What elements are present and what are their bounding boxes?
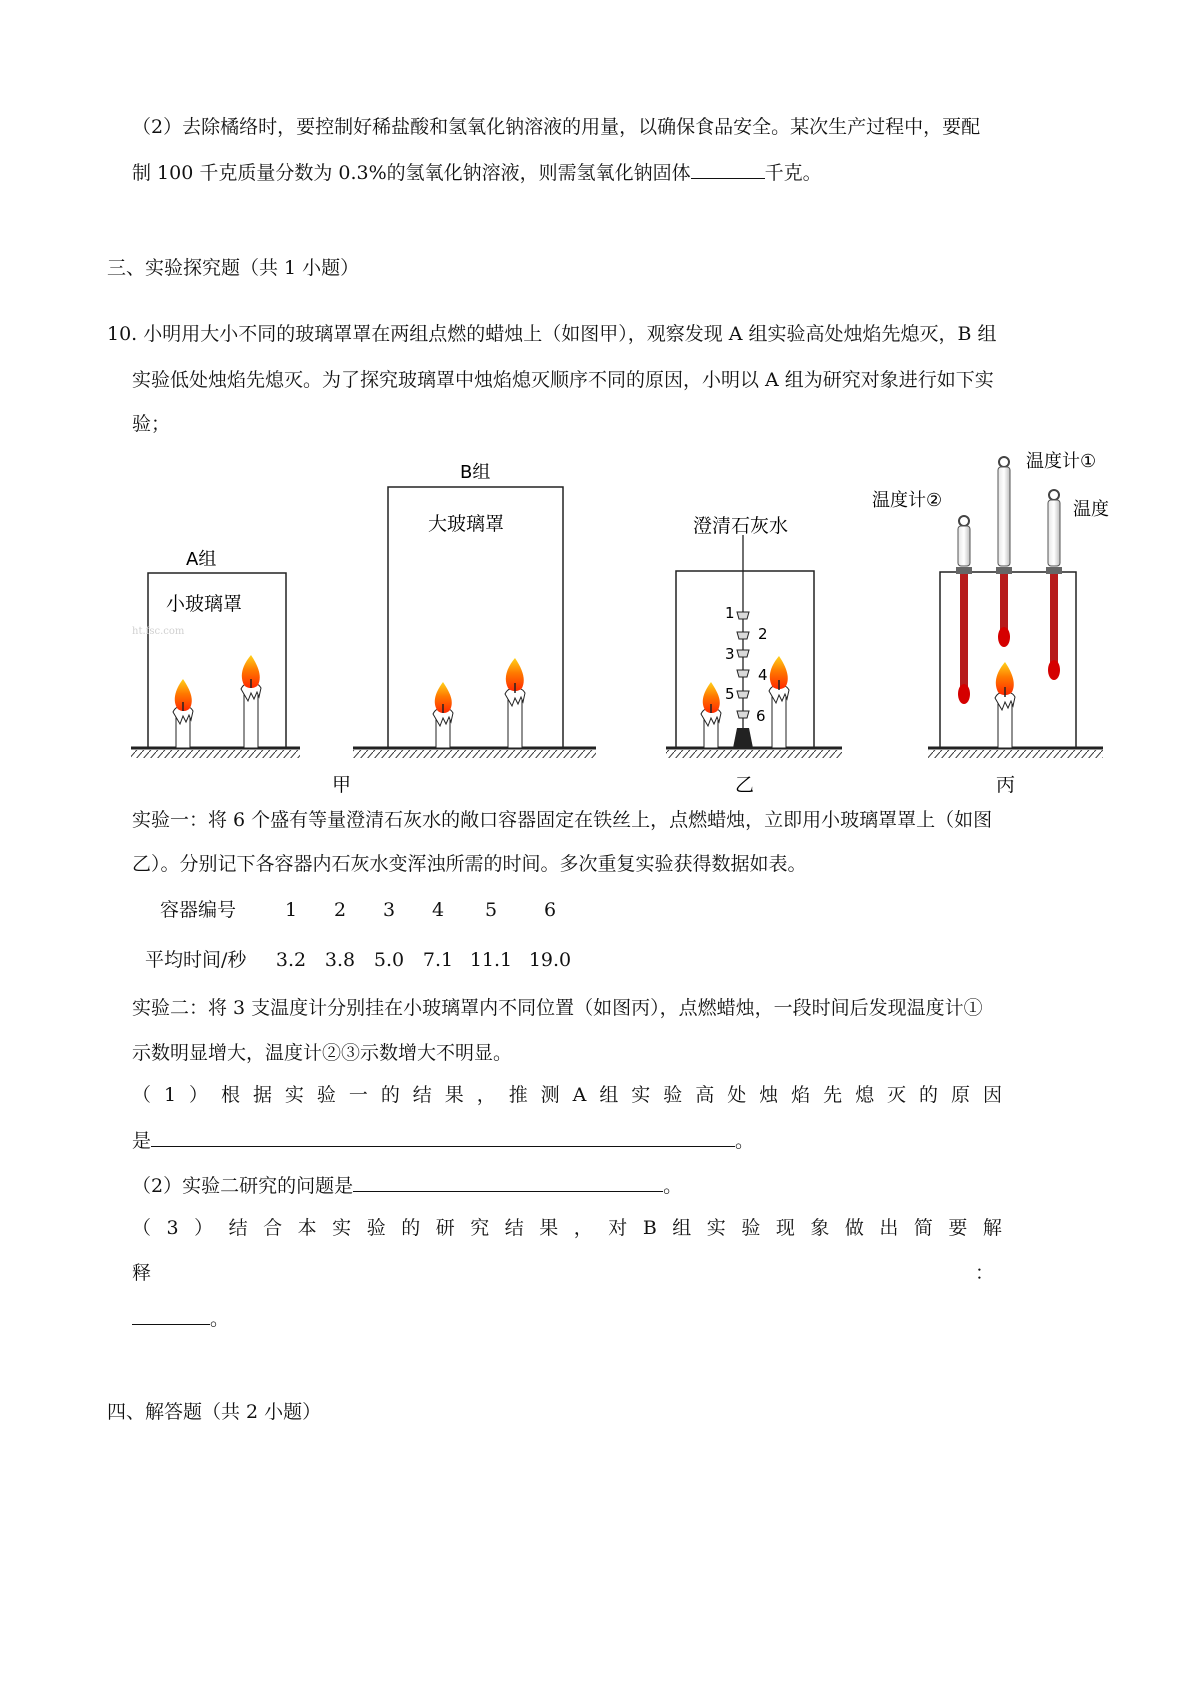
sub1-char: ） — [189, 1084, 209, 1106]
sub3-char: 简 — [913, 1217, 933, 1239]
label-a-group: A组 — [186, 549, 217, 570]
sub1-line2-post: 。 — [735, 1130, 755, 1152]
q10-line2: 实验低处烛焰先熄灭。为了探究玻璃罩中烛焰熄灭顺序不同的原因，小明以 A 组为研究对象进行如下实 — [132, 369, 994, 391]
answer-blank-sub1[interactable] — [151, 1126, 735, 1147]
sub1-char: 的 — [380, 1084, 400, 1106]
sub1-char: 结 — [412, 1084, 432, 1106]
exp1-line2: 乙）。分别记下各容器内石灰水变浑浊所需的时间。多次重复实验获得数据如表。 — [132, 853, 807, 875]
sub1-char: 焰 — [791, 1084, 811, 1106]
sub1-char: 实 — [284, 1084, 304, 1106]
q9-2-line2-post: 千克。 — [764, 162, 822, 184]
q10-line3: 验； — [132, 413, 171, 435]
sub3-line3 — [132, 1304, 229, 1333]
sub3-line1 — [132, 1214, 1002, 1242]
sub3-line3-post: 。 — [210, 1308, 230, 1330]
sub3-char: ， — [573, 1217, 593, 1239]
cup-label-6: 6 — [756, 707, 766, 725]
sub2-pre: （2）实验二研究的问题是 — [132, 1175, 354, 1197]
table-cell: 11.1 — [469, 949, 513, 971]
table-header-cell: 1 — [284, 899, 298, 921]
sub3-char: 本 — [297, 1217, 317, 1239]
sub3-char: 实 — [332, 1217, 352, 1239]
sub3-char: 解 — [982, 1217, 1002, 1239]
label-thermometer-1: 温度计① — [1026, 451, 1097, 472]
sub3-char: 实 — [706, 1217, 726, 1239]
experiment-diagram — [128, 440, 1200, 800]
sub3-char: （ — [132, 1217, 152, 1239]
label-limewater: 澄清石灰水 — [693, 515, 789, 537]
sub3-char: 研 — [435, 1217, 455, 1239]
sub1-char: 据 — [252, 1084, 272, 1106]
exp2-line2: 示数明显增大，温度计②③示数增大不明显。 — [132, 1042, 513, 1064]
section4-title: 四、解答题（共 2 小题） — [107, 1401, 322, 1423]
sub3-char: 验 — [366, 1217, 386, 1239]
table-cell: 19.0 — [528, 949, 572, 971]
table-cell: 7.1 — [422, 949, 454, 971]
answer-blank-naoh-mass[interactable] — [691, 158, 765, 179]
table-cell: 3.2 — [275, 949, 307, 971]
sub3-char: 3 — [166, 1217, 179, 1239]
q10-line1: 10. 小明用大小不同的玻璃罩罩在两组点燃的蜡烛上（如图甲），观察发现 A 组实验高处烛焰先熄灭，B 组 — [107, 323, 997, 345]
table-cell: 5.0 — [373, 949, 405, 971]
q9-2-line1: （2）去除橘络时，要控制好稀盐酸和氢氧化钠溶液的用量，以确保食品安全。某次生产过程中，要配 — [132, 116, 981, 138]
label-thermometer-2: 温度计② — [872, 490, 943, 511]
cup-label-4: 4 — [758, 666, 768, 684]
sub3-char: 现 — [775, 1217, 795, 1239]
sub3-char: 果 — [539, 1217, 559, 1239]
sub1-char: 灭 — [887, 1084, 907, 1106]
small-glass-cover-yi — [676, 571, 814, 748]
sub3-char: 合 — [263, 1217, 283, 1239]
sub3-line2 — [132, 1259, 994, 1287]
table-cell: 3.8 — [324, 949, 356, 971]
sub1-char: 高 — [695, 1084, 715, 1106]
experiment-figure — [128, 440, 1200, 800]
sub2-post: 。 — [663, 1175, 683, 1197]
exp2-line1: 实验二：将 3 支温度计分别挂在小玻璃罩内不同位置（如图丙），点燃蜡烛，一段时间后发现温度计① — [132, 997, 983, 1019]
cup-label-3: 3 — [725, 645, 735, 663]
sub3-char: B — [642, 1217, 657, 1239]
q9-2-line2 — [132, 158, 822, 187]
candle-low-a — [173, 679, 193, 748]
sub3-char: 组 — [672, 1217, 692, 1239]
sub1-char: 组 — [599, 1084, 619, 1106]
table-header-cell: 2 — [333, 899, 347, 921]
sub1-char: ， — [476, 1084, 496, 1106]
candle-high-a — [241, 655, 261, 748]
sub1-char: 根 — [220, 1084, 240, 1106]
sub1-char: 一 — [348, 1084, 368, 1106]
ground-hatch-b — [353, 750, 596, 758]
sub1-char: 实 — [631, 1084, 651, 1106]
stand-base — [733, 728, 753, 748]
sub1-char: 烛 — [759, 1084, 779, 1106]
cup-label-1: 1 — [725, 604, 735, 622]
label-bing: 丙 — [996, 774, 1016, 796]
thermometer-2 — [956, 516, 972, 704]
label-yi: 乙 — [735, 774, 755, 796]
sub1-char: 果 — [444, 1084, 464, 1106]
sub3-char: 的 — [401, 1217, 421, 1239]
sub1-char: 推 — [508, 1084, 528, 1106]
label-jia: 甲 — [332, 774, 352, 796]
cup-label-2: 2 — [758, 625, 768, 643]
q9-2-line2-pre: 制 100 千克质量分数为 0.3%的氢氧化钠溶液，则需氢氧化钠固体 — [132, 162, 691, 184]
sub1-char: 1 — [163, 1084, 177, 1106]
sub1-line2-pre: 是 — [132, 1130, 152, 1152]
setup-yi — [666, 535, 842, 758]
table-header-cell: 4 — [431, 899, 445, 921]
candle-high-b — [505, 658, 525, 748]
sub1-char: 先 — [823, 1084, 843, 1106]
thermometer-3 — [1046, 490, 1062, 680]
sub1-char: 熄 — [855, 1084, 875, 1106]
sub1-char: 处 — [727, 1084, 747, 1106]
candle-high-yi — [769, 656, 789, 748]
label-small-cover: 小玻璃罩 — [166, 593, 243, 615]
candle-bing — [995, 662, 1015, 748]
ground-hatch-a — [131, 750, 300, 758]
sub3-char: 做 — [844, 1217, 864, 1239]
sub3-char: 究 — [470, 1217, 490, 1239]
sub1-line2 — [132, 1126, 754, 1155]
label-big-cover: 大玻璃罩 — [428, 513, 505, 535]
label-b-group: B组 — [460, 462, 491, 483]
table-header-label: 容器编号 — [160, 899, 237, 921]
table-header-cell: 5 — [484, 899, 498, 921]
sub3-char: 出 — [879, 1217, 899, 1239]
ground-hatch-bing — [928, 750, 1103, 758]
sub3-char: 要 — [948, 1217, 968, 1239]
sub3-char: 结 — [504, 1217, 524, 1239]
sub3-char: 验 — [741, 1217, 761, 1239]
answer-blank-sub2[interactable] — [353, 1171, 663, 1192]
sub3-line2-right: ： — [974, 1262, 994, 1284]
sub1-char: 因 — [982, 1084, 1002, 1106]
sub3-char: 对 — [608, 1217, 628, 1239]
cup-label-5: 5 — [725, 685, 735, 703]
sub1-char: （ — [132, 1084, 152, 1106]
sub3-line2-left: 释 — [132, 1262, 152, 1284]
sub1-char: 测 — [540, 1084, 560, 1106]
sub1-char: 原 — [950, 1084, 970, 1106]
sub3-char: 象 — [810, 1217, 830, 1239]
table-header-cell: 6 — [543, 899, 557, 921]
candle-low-yi — [701, 682, 721, 748]
sub1-char: 验 — [663, 1084, 683, 1106]
sub3-char: ） — [194, 1217, 214, 1239]
candle-low-b — [433, 682, 453, 748]
ground-hatch-yi — [666, 750, 842, 758]
section3-title: 三、实验探究题（共 1 小题） — [107, 257, 360, 279]
answer-blank-sub3[interactable] — [132, 1304, 210, 1325]
sub1-line1 — [132, 1081, 1002, 1109]
watermark: ht.fsc.com — [132, 626, 185, 637]
table-header-cell: 3 — [382, 899, 396, 921]
sub2-line — [132, 1171, 682, 1200]
exp1-line1: 实验一：将 6 个盛有等量澄清石灰水的敞口容器固定在铁丝上，点燃蜡烛，立即用小玻璃罩罩上（如图 — [132, 809, 993, 831]
sub1-char: 验 — [316, 1084, 336, 1106]
sub1-char: 的 — [919, 1084, 939, 1106]
thermometer-1 — [996, 457, 1012, 647]
table-row-label: 平均时间/秒 — [145, 949, 247, 971]
sub1-char: A — [572, 1084, 587, 1106]
sub3-char: 结 — [228, 1217, 248, 1239]
label-thermometer-3: 温度 — [1073, 499, 1109, 520]
